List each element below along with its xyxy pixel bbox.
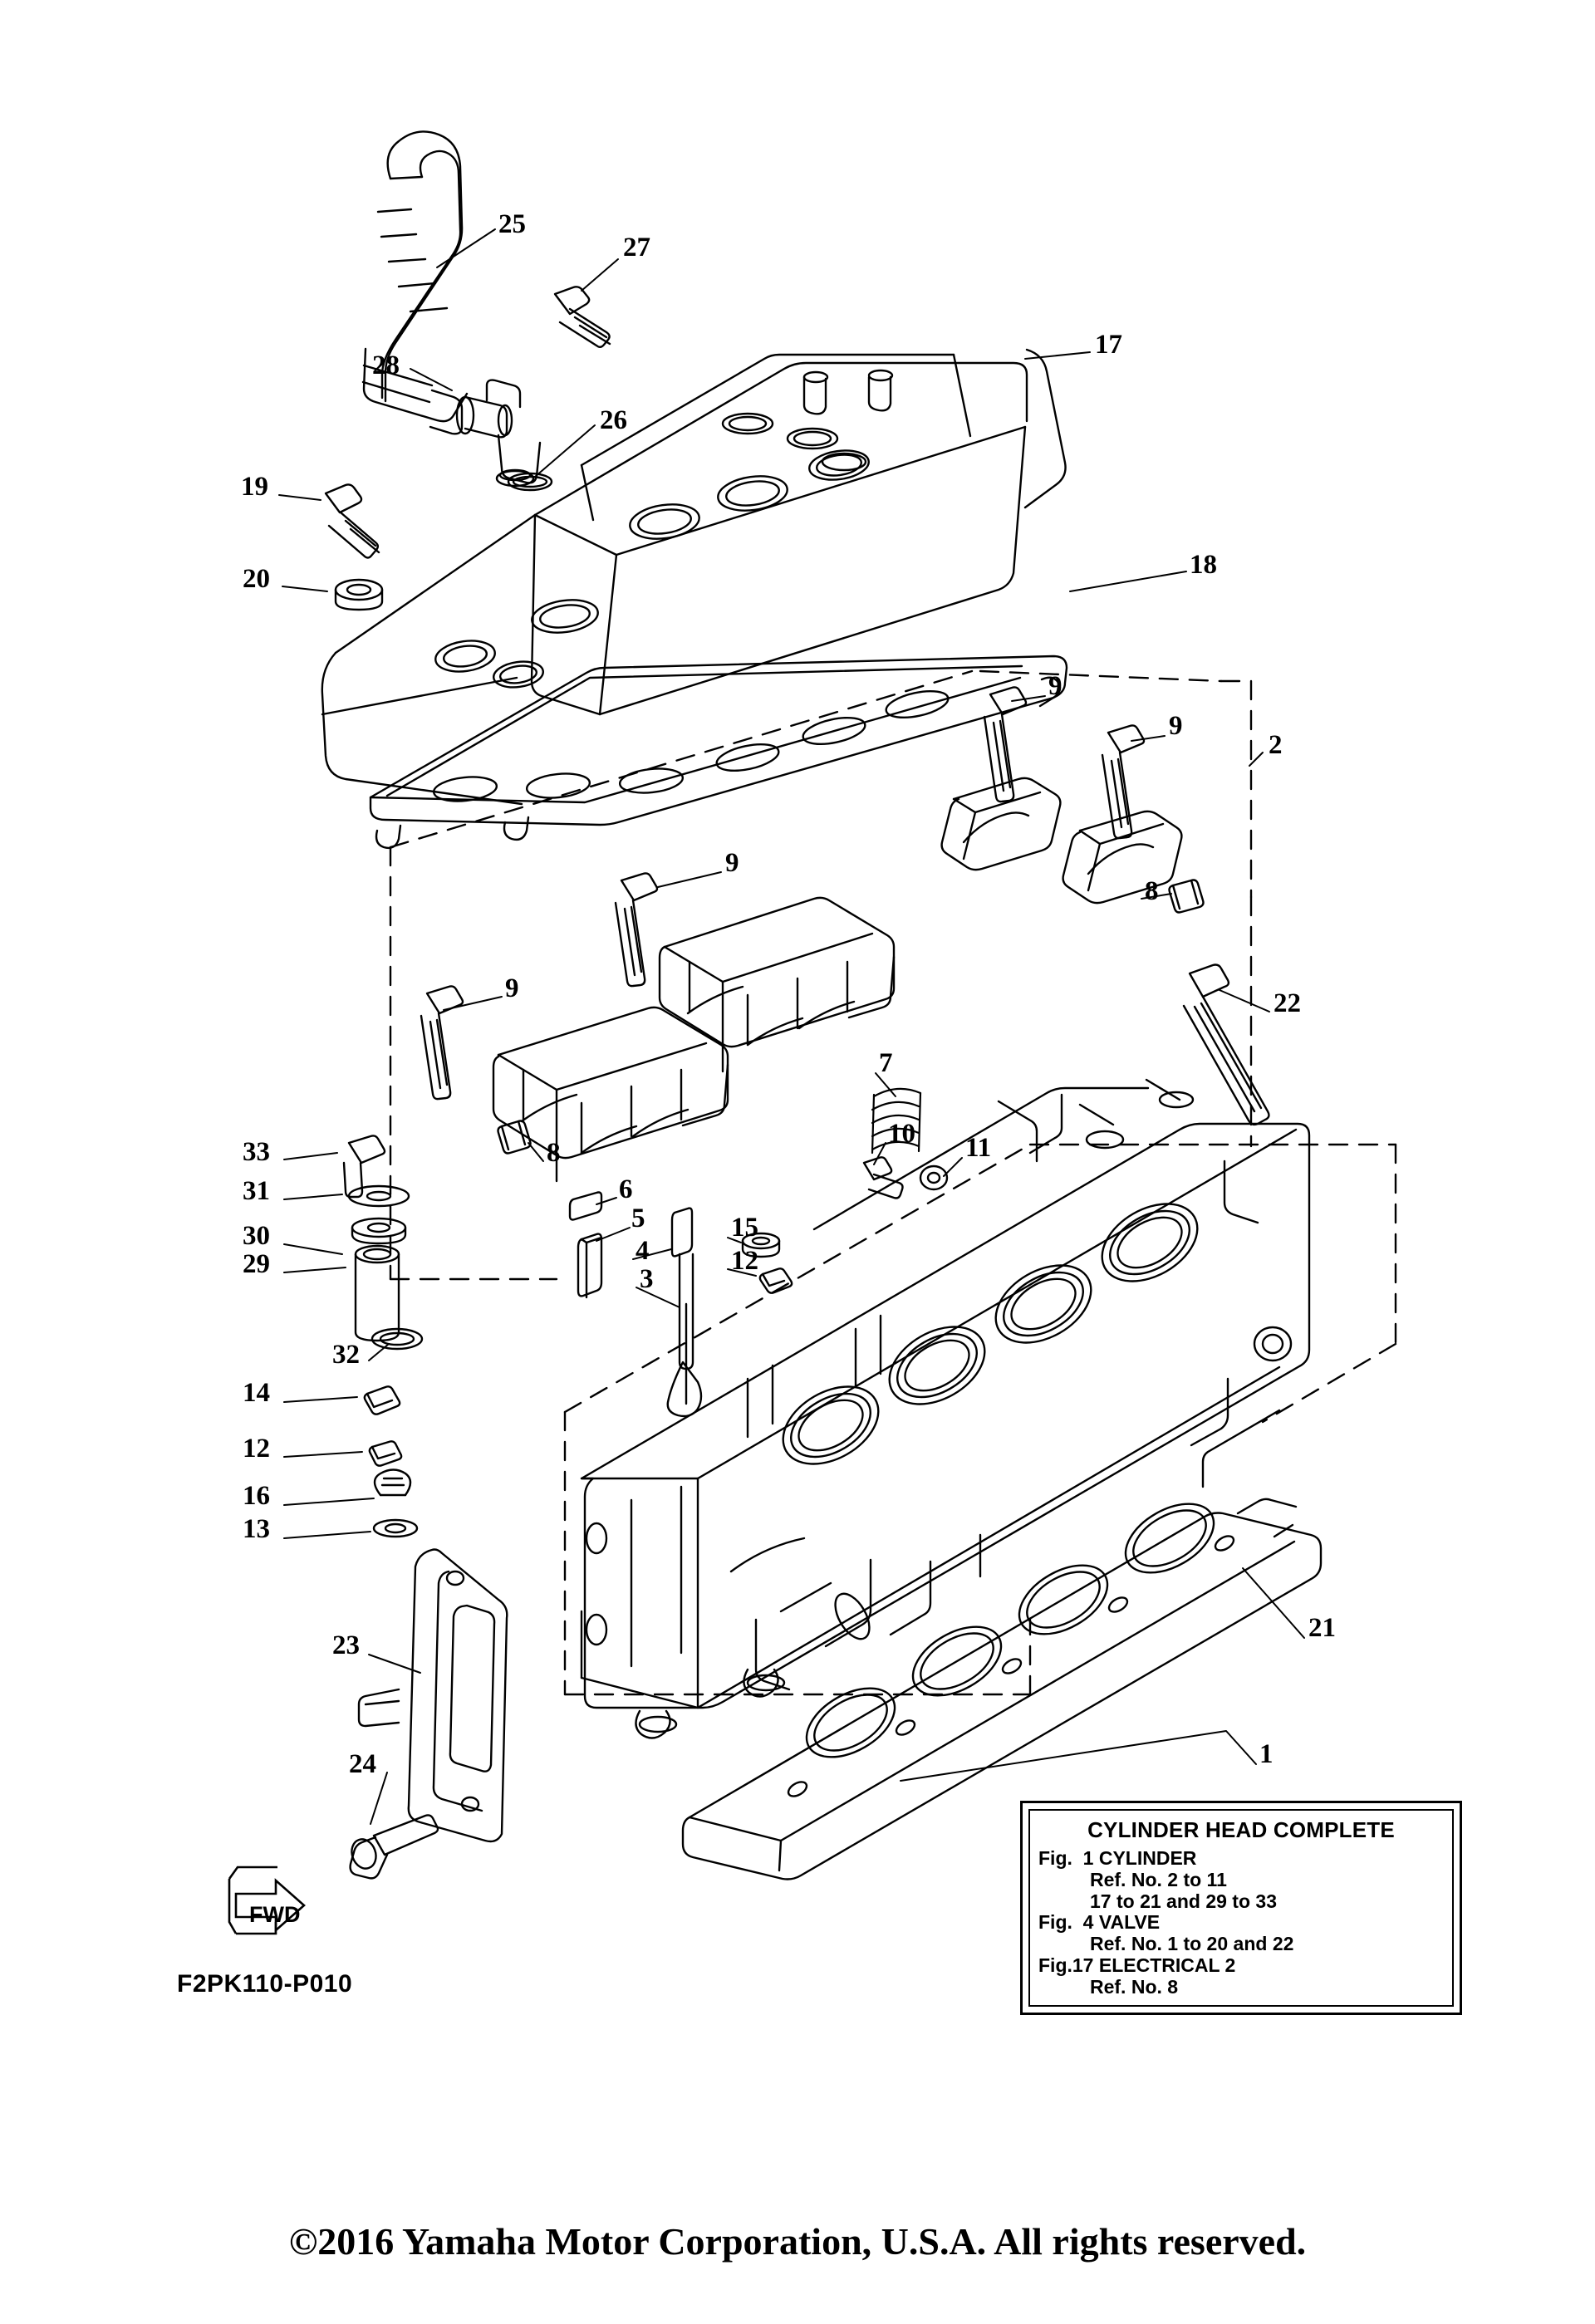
legend-line-1: Fig. 1 CYLINDER — [1038, 1847, 1197, 1869]
callout-19: 19 — [241, 472, 268, 502]
callout-13: 13 — [243, 1514, 270, 1544]
callout-31: 31 — [243, 1176, 270, 1206]
legend-line-3: 17 to 21 and 29 to 33 — [1090, 1890, 1277, 1912]
legend-line-4: Fig. 4 VALVE — [1038, 1911, 1161, 1934]
legend-inner — [1028, 1809, 1454, 2007]
legend-line-5: Ref. No. 1 to 20 and 22 — [1090, 1933, 1294, 1954]
callout-18: 18 — [1190, 550, 1217, 580]
callout-20: 20 — [243, 564, 270, 594]
fwd-label: FWD — [249, 1902, 301, 1927]
callout-24: 24 — [349, 1749, 376, 1779]
callout-1: 1 — [1259, 1739, 1274, 1769]
callout-2: 2 — [1269, 730, 1283, 760]
callout-26: 26 — [600, 405, 627, 435]
callout-3: 3 — [640, 1264, 654, 1294]
callout-25: 25 — [498, 209, 526, 239]
copyright-notice: ©2016 Yamaha Motor Corporation, U.S.A. All rights reserved. — [288, 2220, 1307, 2263]
callout-8-a: 8 — [1145, 876, 1159, 906]
callout-23: 23 — [332, 1630, 360, 1660]
callout-12-a: 12 — [731, 1246, 758, 1276]
callout-9-d: 9 — [505, 973, 519, 1003]
callout-27: 27 — [623, 233, 650, 262]
callout-14: 14 — [243, 1378, 270, 1408]
callout-12-b: 12 — [243, 1434, 270, 1464]
callout-11: 11 — [965, 1133, 992, 1163]
legend-title: CYLINDER HEAD COMPLETE — [1087, 1817, 1395, 1842]
legend-line-7: Ref. No. 8 — [1090, 1975, 1179, 1998]
callout-9-b: 9 — [1169, 711, 1183, 741]
callout-4: 4 — [636, 1236, 650, 1266]
callout-17: 17 — [1095, 330, 1122, 360]
callout-15: 15 — [731, 1213, 758, 1243]
callout-9-a: 9 — [1048, 671, 1063, 701]
diagram-part-code: F2PK110-P010 — [177, 1970, 353, 1998]
callout-6: 6 — [619, 1174, 633, 1204]
callout-8-b: 8 — [547, 1138, 561, 1168]
callout-7: 7 — [879, 1048, 893, 1078]
callout-22: 22 — [1274, 988, 1301, 1018]
callout-16: 16 — [243, 1481, 270, 1511]
callout-21: 21 — [1308, 1613, 1336, 1643]
callout-29: 29 — [243, 1249, 270, 1279]
callout-10: 10 — [888, 1119, 915, 1149]
legend-line-2: Ref. No. 2 to 11 — [1090, 1868, 1227, 1890]
callout-28: 28 — [372, 351, 400, 380]
legend-line-6: Fig.17 ELECTRICAL 2 — [1038, 1954, 1236, 1976]
callout-32: 32 — [332, 1340, 360, 1370]
callout-30: 30 — [243, 1221, 270, 1251]
callout-9-c: 9 — [725, 848, 739, 878]
callout-5: 5 — [631, 1204, 645, 1233]
callout-33: 33 — [243, 1137, 270, 1167]
legend-box — [1020, 1801, 1462, 2015]
